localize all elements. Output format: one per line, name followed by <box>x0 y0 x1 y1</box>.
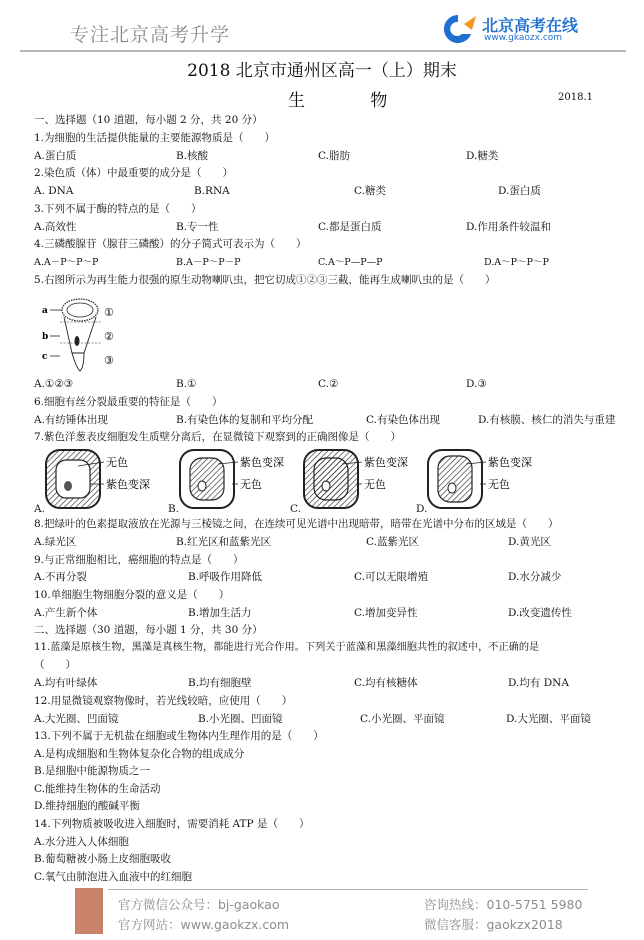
q9-option-c[interactable]: C.可以无限增殖 <box>354 571 428 583</box>
q5-option-a[interactable]: A.①②③ <box>34 378 74 390</box>
q10-option-d[interactable]: D.改变遗传性 <box>508 607 572 619</box>
q13-option-b[interactable]: B.是细胞中能源物质之一 <box>34 765 151 777</box>
section1-heading: 一、选择题（10 道题，每小题 2 分，共 20 分） <box>34 114 263 126</box>
q6-option-a[interactable]: A.有纺锤体出现 <box>34 414 108 426</box>
q6-stem: 6.细胞有丝分裂最重要的特征是（ ） <box>34 396 223 408</box>
q13-option-d[interactable]: D.维持细胞的酸碱平衡 <box>34 800 140 812</box>
q9-option-b[interactable]: B.呼吸作用降低 <box>188 571 263 583</box>
q1-option-c[interactable]: C.脂肪 <box>318 150 350 162</box>
fig7a-label-2: 紫色变深 <box>106 478 150 491</box>
fig5-part-1: ① <box>104 306 114 319</box>
q3-option-b[interactable]: B.专一性 <box>176 221 219 233</box>
q2-option-d[interactable]: D.蛋白质 <box>498 185 541 197</box>
q7-stem: 7.紫色洋葱表皮细胞发生质壁分离后，在显微镜下观察到的正确图像是（ ） <box>34 431 402 443</box>
q2-option-b[interactable]: B.RNA <box>194 185 230 197</box>
logo-name: 北京高考在线 <box>482 16 579 35</box>
q7-figure-b <box>178 448 298 510</box>
q7-option-b[interactable]: B. <box>168 503 180 515</box>
footer-hotline: 咨询热线：010-5751 5980 <box>424 897 583 912</box>
header-slogan: 专注北京高考升学 <box>70 24 231 46</box>
q11-option-c[interactable]: C.均有核糖体 <box>354 677 418 689</box>
exam-date: 2018.1 <box>558 92 593 103</box>
section2-heading: 二、选择题（30 道题，每小题 1 分，共 30 分） <box>34 624 263 636</box>
logo-mark-icon <box>438 12 478 46</box>
q4-option-b[interactable]: B.A－P～P－P <box>176 257 241 268</box>
q8-option-b[interactable]: B.红光区和蓝紫光区 <box>176 536 272 548</box>
q10-option-c[interactable]: C.增加变异性 <box>354 607 418 619</box>
q7-figure-d <box>426 448 546 510</box>
fig7d-label-1: 紫色变深 <box>488 456 532 469</box>
header-divider <box>20 50 626 52</box>
q8-stem: 8.把绿叶的色素提取液放在光源与三棱镜之间，在连续可见光谱中出现暗带，暗带在光谱中分布的区域是（ ） <box>34 518 559 530</box>
footer-divider <box>108 889 588 890</box>
q2-option-c[interactable]: C.糖类 <box>354 185 386 197</box>
q14-option-b[interactable]: B.葡萄糖被小肠上皮细胞吸收 <box>34 853 172 865</box>
q11-stem: 11.蓝藻是原核生物，黑藻是真核生物，都能进行光合作用。下列关于蓝藻和黑藻细胞共性的叙述中，不正确的是 <box>34 642 540 653</box>
footer-website[interactable]: 官方网站：www.gaokzx.com <box>118 917 290 932</box>
q9-stem: 9.与正常细胞相比，癌细胞的特点是（ ） <box>34 554 244 566</box>
fig7b-label-1: 紫色变深 <box>240 456 284 469</box>
q5-option-d[interactable]: D.③ <box>466 378 487 390</box>
q1-option-a[interactable]: A.蛋白质 <box>34 150 77 162</box>
q8-option-c[interactable]: C.蓝紫光区 <box>366 536 419 548</box>
q6-option-b[interactable]: B.有染色体的复制和平均分配 <box>176 414 314 426</box>
q2-option-a[interactable]: A. DNA <box>34 185 74 197</box>
q12-option-a[interactable]: A.大光圈、凹面镜 <box>34 713 119 725</box>
fig5-part-2: ② <box>104 330 114 343</box>
fig7a-label-1: 无色 <box>106 456 128 469</box>
q11-option-d[interactable]: D.均有 DNA <box>508 677 569 689</box>
q7-option-a[interactable]: A. <box>34 503 45 515</box>
q4-option-d[interactable]: D.A～P～P～P <box>484 257 549 268</box>
q7-figure-c <box>302 448 422 510</box>
q11-option-b[interactable]: B.均有细胞壁 <box>188 677 252 689</box>
q6-option-d[interactable]: D.有核膜、核仁的消失与重建 <box>478 414 616 426</box>
q11-stem-cont: （ ） <box>34 659 76 671</box>
q10-option-a[interactable]: A.产生新个体 <box>34 607 98 619</box>
q6-option-c[interactable]: C.有染色体出现 <box>366 414 440 426</box>
q12-option-b[interactable]: B.小光圈、凹面镜 <box>198 713 283 725</box>
q12-stem: 12.用显微镜观察物像时，若光线较暗，应使用（ ） <box>34 695 293 707</box>
q12-option-d[interactable]: D.大光圈、平面镜 <box>506 713 591 725</box>
fig5-label-c: c <box>42 352 48 362</box>
fig5-part-3: ③ <box>104 354 114 367</box>
q5-option-c[interactable]: C.② <box>318 378 339 390</box>
fig7c-label-1: 紫色变深 <box>364 456 408 469</box>
q13-option-a[interactable]: A.是构成细胞和生物体复杂化合物的组成成分 <box>34 748 245 760</box>
q4-option-c[interactable]: C.A～P—P—P <box>318 257 383 268</box>
q13-stem: 13.下列不属于无机盐在细胞或生物体内生理作用的是（ ） <box>34 730 324 742</box>
q4-stem: 4.三磷酸腺苷（腺苷三磷酸）的分子简式可表示为（ ） <box>34 238 307 250</box>
q7-option-c[interactable]: C. <box>290 503 301 515</box>
q3-option-d[interactable]: D.作用条件较温和 <box>466 221 551 233</box>
footer-service: 微信客服：gaokzx2018 <box>424 917 563 932</box>
q10-stem: 10.单细胞生物细胞分裂的意义是（ ） <box>34 589 230 601</box>
q11-option-a[interactable]: A.均有叶绿体 <box>34 677 98 689</box>
q8-option-a[interactable]: A.绿光区 <box>34 536 77 548</box>
fig5-label-b: b <box>42 332 49 342</box>
trumpet-animal-figure <box>38 295 128 373</box>
q13-option-c[interactable]: C.能维持生物体的生命活动 <box>34 783 161 795</box>
q9-option-d[interactable]: D.水分减少 <box>508 571 562 583</box>
q7-option-d[interactable]: D. <box>416 503 428 515</box>
q1-option-d[interactable]: D.糖类 <box>466 150 499 162</box>
footer-accent-bar <box>75 888 103 934</box>
q9-option-a[interactable]: A.不再分裂 <box>34 571 87 583</box>
q12-option-c[interactable]: C.小光圈、平面镜 <box>360 713 445 725</box>
q5-option-b[interactable]: B.① <box>176 378 197 390</box>
q3-option-c[interactable]: C.都是蛋白质 <box>318 221 382 233</box>
site-logo[interactable] <box>438 12 618 46</box>
q7-figure-a <box>44 448 164 510</box>
q5-stem: 5.右图所示为再生能力很强的原生动物喇叭虫，把它切成①②③三截，能再生成喇叭虫的是（ ） <box>34 274 496 286</box>
q10-option-b[interactable]: B.增加生活力 <box>188 607 252 619</box>
q3-stem: 3.下列不属于酶的特点的是（ ） <box>34 203 202 215</box>
q14-option-a[interactable]: A.水分进入人体细胞 <box>34 836 129 848</box>
q2-stem: 2.染色质（体）中最重要的成分是（ ） <box>34 167 234 179</box>
exam-subject: 生 物 <box>288 91 418 111</box>
q14-option-c[interactable]: C.氧气由肺泡进入血液中的红细胞 <box>34 871 192 883</box>
q1-stem: 1.为细胞的生活提供能量的主要能源物质是（ ） <box>34 132 276 144</box>
exam-title: 2018 北京市通州区高一（上）期末 <box>187 61 457 81</box>
q14-stem: 14.下列物质被吸收进入细胞时，需要消耗 ATP 是（ ） <box>34 818 310 830</box>
footer-wechat: 官方微信公众号：bj-gaokao <box>118 897 280 912</box>
q4-option-a[interactable]: A.A－P～P～P <box>34 257 99 268</box>
q3-option-a[interactable]: A.高效性 <box>34 221 77 233</box>
logo-url: www.gkaozx.com <box>484 33 563 43</box>
q1-option-b[interactable]: B.核酸 <box>176 150 209 162</box>
fig7c-label-2: 无色 <box>364 478 386 491</box>
q8-option-d[interactable]: D.黄光区 <box>508 536 551 548</box>
fig7d-label-2: 无色 <box>488 478 510 491</box>
fig5-label-a: a <box>42 306 48 316</box>
fig7b-label-2: 无色 <box>240 478 262 491</box>
